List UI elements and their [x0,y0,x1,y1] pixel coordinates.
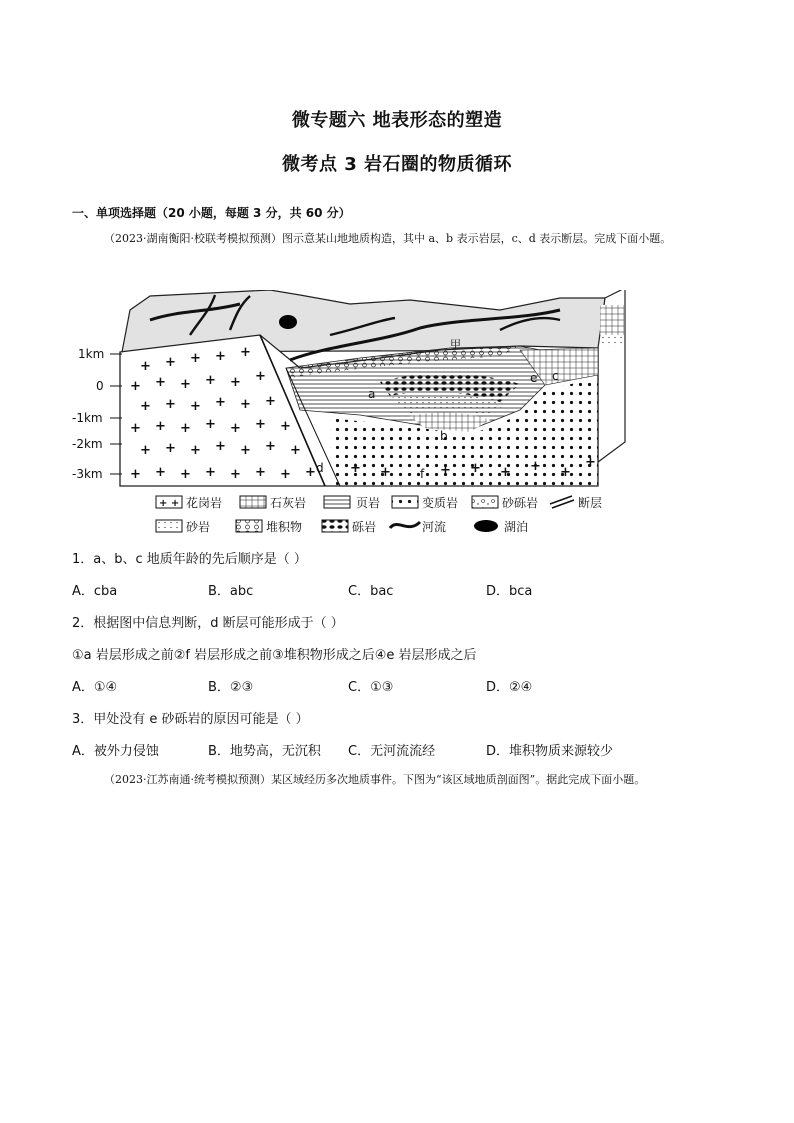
svg-text:+: + [560,465,571,480]
svg-text:+: + [140,399,151,414]
svg-text:+: + [140,443,151,458]
svg-text:+: + [165,441,176,456]
svg-text:+: + [530,459,541,474]
label-e: e [530,371,538,385]
label-a: a [368,387,376,401]
svg-text:+: + [205,373,216,388]
svg-text:河流: 河流 [422,520,447,534]
svg-text:+: + [205,417,216,432]
svg-text:+: + [585,455,596,470]
legend-fault [550,495,602,510]
svg-text:+: + [180,421,191,436]
svg-text:+: + [255,369,266,384]
svg-text:+: + [140,359,151,374]
legend-metamorphic [392,495,458,510]
depth-label: -3km [72,467,103,481]
option-b[interactable]: B．地势高，无沉积 [208,744,321,759]
svg-text:+: + [190,351,201,366]
intro-paragraph-2: （2023·江苏南通·统考模拟预测）某区域经历多次地质事件。下图为“该区域地质剖面图”。据此完成下面小题。 [104,773,646,786]
intro-paragraph-1: （2023·湖南衡阳·校联考模拟预测）图示意某山地地质构造，其中 a、b 表示岩层，c、d 表示断层。完成下面小题。 [104,232,672,245]
depth-label: 1km [78,347,105,361]
option-b[interactable]: B．abc [208,584,254,599]
svg-text:+: + [190,443,201,458]
legend-shale [324,495,380,510]
legend-conglomerate [322,519,376,534]
svg-text:+: + [240,443,251,458]
svg-text:页岩: 页岩 [356,496,381,510]
svg-text:+: + [230,467,241,482]
svg-text:+: + [500,465,511,480]
depth-axis [72,347,122,481]
svg-text:+: + [230,375,241,390]
depth-label: 0 [96,379,104,393]
svg-text:+: + [155,465,166,480]
svg-text:断层: 断层 [578,496,603,510]
svg-text:+: + [190,399,201,414]
label-c: c [552,369,559,383]
option-d[interactable]: D．bca [486,584,533,599]
label-d: d [316,461,324,475]
option-c[interactable]: C．①③ [348,680,394,695]
geology-block-diagram [0,290,794,540]
option-c[interactable]: C．无河流流经 [348,744,436,759]
svg-text:+: + [255,417,266,432]
option-d[interactable]: D．堆积物质来源较少 [486,744,614,759]
svg-text:+: + [240,345,251,360]
legend-sandstone [156,519,210,534]
svg-text:花岗岩: 花岗岩 [186,496,223,510]
svg-text:+: + [305,465,316,480]
legend [156,495,602,534]
svg-text:+: + [265,439,276,454]
svg-text:+: + [230,421,241,436]
svg-text:+: + [180,467,191,482]
label-f: f [420,467,425,481]
question-2-conditions: ①a 岩层形成之前②f 岩层形成之前③堆积物形成之后④e 岩层形成之后 [72,648,477,663]
svg-text:石灰岩: 石灰岩 [270,496,307,510]
svg-text:砾岩: 砾岩 [352,520,377,534]
legend-deposit [236,519,302,534]
section-heading: 一、单项选择题（20 小题，每题 3 分，共 60 分） [72,206,351,220]
option-a[interactable]: A．被外力侵蚀 [72,744,159,759]
option-c[interactable]: C．bac [348,584,394,599]
svg-text:+: + [265,394,276,409]
svg-text:+: + [280,467,291,482]
svg-text:湖泊: 湖泊 [504,520,529,534]
svg-text:砂岩: 砂岩 [186,520,211,534]
svg-text:+: + [155,419,166,434]
svg-text:+: + [165,397,176,412]
svg-text:+: + [165,355,176,370]
svg-text:+ +: + + [159,498,180,509]
svg-text:+: + [255,465,266,480]
legend-lake [474,519,528,534]
option-d[interactable]: D．②④ [486,680,533,695]
svg-text:砂砾岩: 砂砾岩 [502,496,539,510]
question-3-stem: 3．甲处没有 e 砂砾岩的原因可能是（ ） [72,712,309,727]
legend-limestone [240,495,306,510]
svg-text:+: + [130,379,141,394]
legend-river [390,519,446,534]
svg-text:+: + [350,461,361,476]
svg-text:+: + [440,463,451,478]
page-title: 微专题六 地表形态的塑造 [291,110,503,131]
legend-granite [156,495,222,510]
svg-text:+: + [155,375,166,390]
svg-text:+: + [380,465,391,480]
svg-text:+: + [290,443,301,458]
svg-text:+: + [130,467,141,482]
option-b[interactable]: B．②③ [208,680,254,695]
svg-text:+: + [215,349,226,364]
svg-text:堆积物: 堆积物 [266,520,303,534]
svg-text:+: + [215,439,226,454]
label-b: b [440,429,448,443]
svg-text:+: + [180,377,191,392]
option-a[interactable]: A．①④ [72,680,118,695]
question-1-stem: 1．a、b、c 地质年龄的先后顺序是（ ） [72,552,307,567]
svg-text:+: + [470,461,481,476]
svg-text:+: + [240,397,251,412]
svg-text:+: + [205,465,216,480]
legend-gravel-sandstone [472,495,538,510]
depth-label: -1km [72,411,103,425]
label-jia: 甲 [450,338,461,351]
page-subtitle: 微考点 3 岩石圈的物质循环 [281,154,513,175]
option-a[interactable]: A．cba [72,584,118,599]
svg-text:+: + [130,421,141,436]
question-2-stem: 2．根据图中信息判断，d 断层可能形成于（ ） [72,616,344,631]
svg-text:+: + [280,419,291,434]
svg-text:变质岩: 变质岩 [422,496,459,510]
svg-text:+: + [215,395,226,410]
depth-label: -2km [72,437,103,451]
